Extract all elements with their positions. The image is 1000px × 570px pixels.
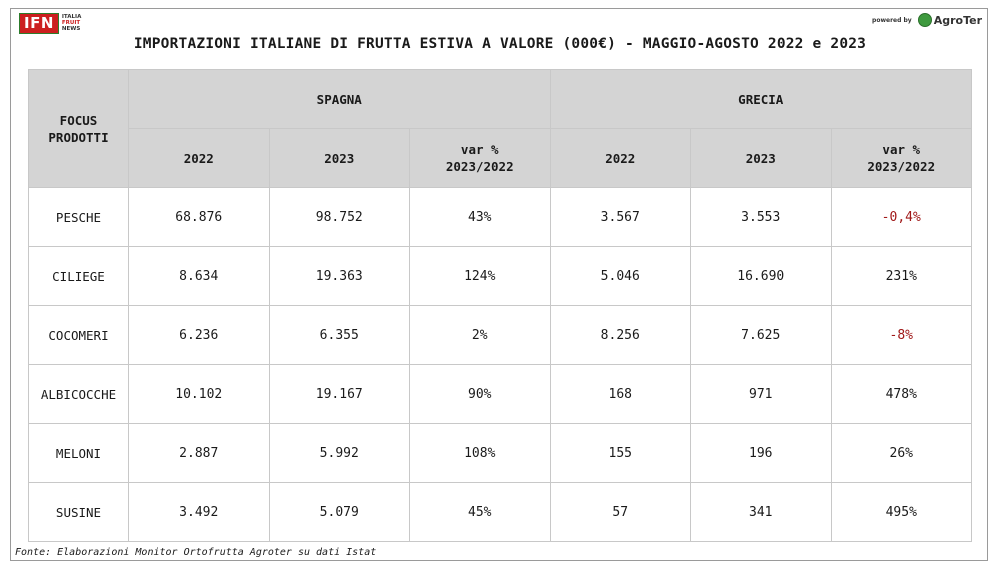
group-header-grecia: GRECIA	[550, 70, 972, 129]
row-header-label: FOCUS PRODOTTI	[48, 112, 109, 145]
table-row	[29, 424, 972, 483]
value-cell: 19.167	[269, 365, 410, 424]
product-label: MELONI	[29, 424, 129, 483]
powered-by-label: powered by	[872, 16, 912, 24]
table-row	[29, 188, 972, 247]
row-header-cell	[29, 70, 129, 188]
value-cell: 98.752	[269, 188, 410, 247]
source-note: Fonte: Elaborazioni Monitor Ortofrutta Agroter su dati Istat	[15, 547, 377, 558]
value-cell: 108%	[410, 424, 551, 483]
value-cell: 5.079	[269, 483, 410, 542]
col-header-var: var % 2023/2022	[831, 129, 972, 188]
product-label: COCOMERI	[29, 306, 129, 365]
product-label: SUSINE	[29, 483, 129, 542]
value-cell: 478%	[831, 365, 972, 424]
ifn-logo-subtitle: ITALIA FRUIT NEWS	[61, 14, 82, 32]
value-cell: 7.625	[691, 306, 832, 365]
table-row	[29, 483, 972, 542]
group-header-spagna: SPAGNA	[129, 70, 551, 129]
value-cell: 196	[691, 424, 832, 483]
product-label: PESCHE	[29, 188, 129, 247]
table-row	[29, 365, 972, 424]
value-cell: 16.690	[691, 247, 832, 306]
value-cell: 124%	[410, 247, 551, 306]
table-row	[29, 247, 972, 306]
agroter-brand: AgroTer	[933, 13, 982, 27]
value-cell: 341	[691, 483, 832, 542]
product-label: ALBICOCCHE	[29, 365, 129, 424]
col-header-2023: 2023	[691, 129, 832, 188]
table-body	[29, 188, 972, 542]
value-cell: 231%	[831, 247, 972, 306]
value-cell: 495%	[831, 483, 972, 542]
data-table	[28, 69, 972, 542]
value-cell: -0,4%	[831, 188, 972, 247]
value-cell: 8.634	[129, 247, 270, 306]
value-cell: 3.553	[691, 188, 832, 247]
chart-title: IMPORTAZIONI ITALIANE DI FRUTTA ESTIVA A VALORE (000€) - MAGGIO-AGOSTO 2022 e 2023	[133, 36, 867, 52]
ifn-logo	[19, 13, 81, 33]
col-header-var: var % 2023/2022	[410, 129, 551, 188]
value-cell: 10.102	[129, 365, 270, 424]
value-cell: 971	[691, 365, 832, 424]
value-cell: 8.256	[550, 306, 691, 365]
col-header-2023: 2023	[269, 129, 410, 188]
value-cell: 26%	[831, 424, 972, 483]
value-cell: 155	[550, 424, 691, 483]
value-cell: 45%	[410, 483, 551, 542]
value-cell: 168	[550, 365, 691, 424]
powered-by-agroter	[872, 13, 982, 27]
value-cell: 43%	[410, 188, 551, 247]
value-cell: 90%	[410, 365, 551, 424]
ifn-logo-mark: IFN	[19, 13, 59, 34]
value-cell: 2%	[410, 306, 551, 365]
value-cell: 6.236	[129, 306, 270, 365]
table-row	[29, 306, 972, 365]
value-cell: 68.876	[129, 188, 270, 247]
value-cell: 2.887	[129, 424, 270, 483]
value-cell: 19.363	[269, 247, 410, 306]
col-header-2022: 2022	[129, 129, 270, 188]
value-cell: 3.567	[550, 188, 691, 247]
value-cell: 6.355	[269, 306, 410, 365]
value-cell: 5.992	[269, 424, 410, 483]
col-header-2022: 2022	[550, 129, 691, 188]
value-cell: 3.492	[129, 483, 270, 542]
value-cell: -8%	[831, 306, 972, 365]
agroter-leaf-icon	[918, 13, 932, 27]
value-cell: 57	[550, 483, 691, 542]
product-label: CILIEGE	[29, 247, 129, 306]
column-header-row	[29, 129, 972, 188]
value-cell: 5.046	[550, 247, 691, 306]
